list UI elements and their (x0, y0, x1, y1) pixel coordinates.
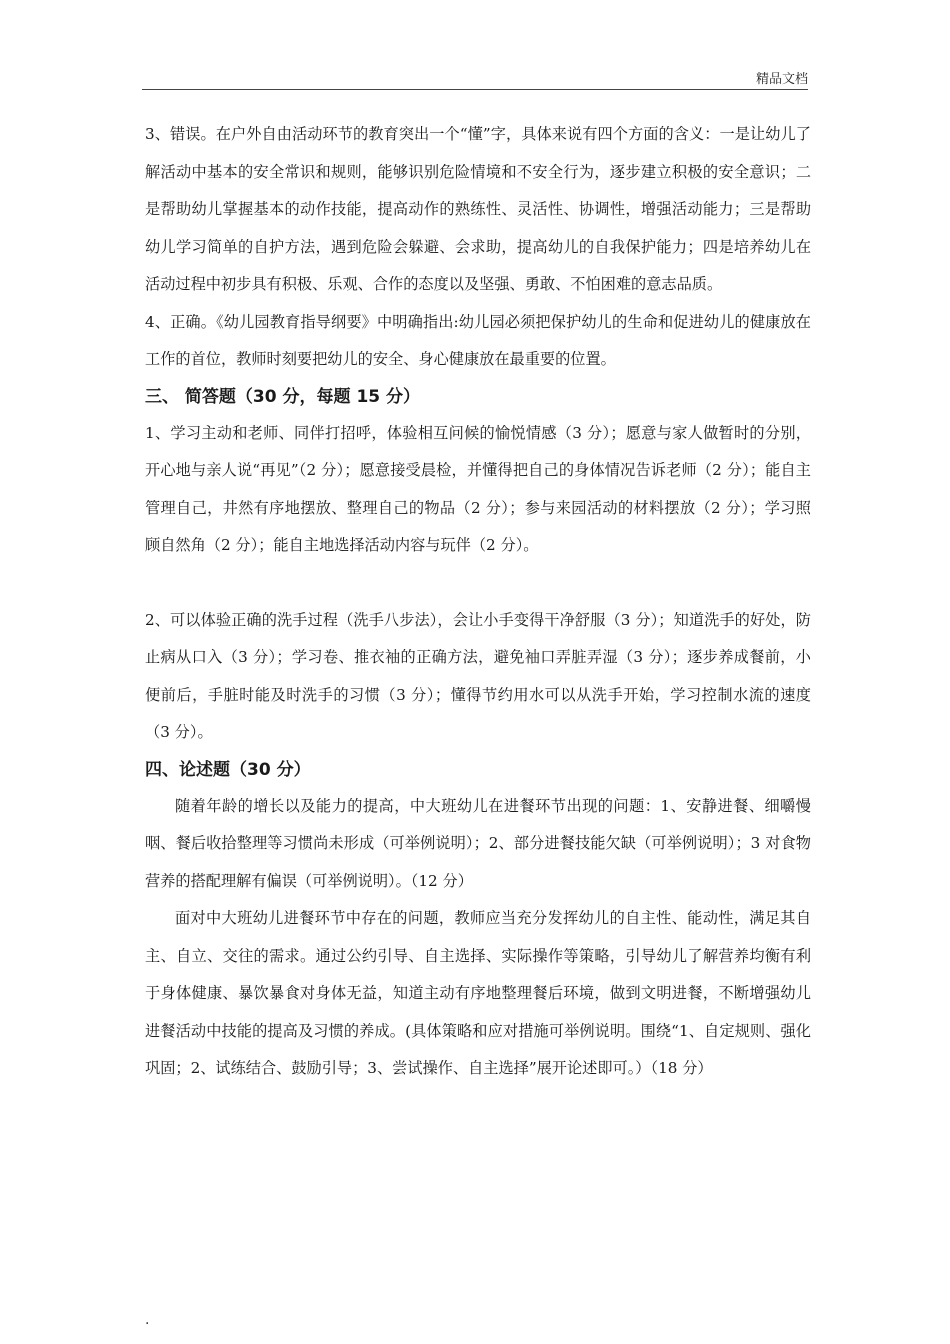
section-4-suffix: 分） (270, 759, 311, 780)
section-3-prefix: 三、 简答题（ (145, 386, 253, 407)
section-heading-essay (145, 752, 811, 788)
section-heading-short-answer (145, 379, 811, 415)
essay-paragraph-1: 随着年龄的增长以及能力的提高，中大班幼儿在进餐环节出现的问题：1、安静进餐、细嚼慢咽、餐后收拾整理等习惯尚未形成（可举例说明）；2、部分进餐技能欠缺（可举例说明）；3 对食物营养的搭配理解有偏误（可举例说明）。（12 分） (145, 796, 811, 890)
paragraph-gap (145, 565, 811, 602)
section-3-suffix: 分） (380, 386, 421, 407)
answer-item-3: 3、错误。在户外自由活动环节的教育突出一个“懂”字，具体来说有四个方面的含义：一是让幼儿了解活动中基本的安全常识和规则，能够识别危险情境和不安全行为，逐步建立积极的安全意识；二是帮助幼儿掌握基本的动作技能，提高动作的熟练性、灵活性、协调性，增强活动能力；三是帮助幼儿学习简单的自护方法，遇到危险会躲避、会求助，提高幼儿的自我保护能力；四是培养幼儿在活动过程中初步具有积极、乐观、合作的态度以及坚强、勇敢、不怕困难的意志品质。 (145, 125, 811, 293)
section-4-points: 30 (247, 759, 271, 780)
header-label: 精品文档 (755, 72, 808, 87)
short-answer-2: 2、可以体验正确的洗手过程（洗手八步法），会让小手变得干净舒服（3 分）；知道洗手的好处，防止病从口入（3 分）；学习卷、推衣袖的正确方法，避免袖口弄脏弄湿（3 分）；逐步养成餐前，小便前后，手脏时能及时洗手的习惯（3 分）；懂得节约用水可以从洗手开始，学习控制水流的速度（3 分）。 (145, 610, 811, 741)
section-3-mid: 分，每题 (276, 386, 357, 407)
answer-item-4: 4、正确。《幼儿园教育指导纲要》中明确指出:幼儿园必须把保护幼儿的生命和促进幼儿的健康放在工作的首位，教师时刻要把幼儿的安全、身心健康放在最重要的位置。 (145, 312, 811, 368)
essay-paragraph-2: 面对中大班幼儿进餐环节中存在的问题，教师应当充分发挥幼儿的自主性、能动性，满足其自主、自立、交往的需求。通过公约引导、自主选择、实际操作等策略，引导幼儿了解营养均衡有利于身体健康、暴饮暴食对身体无益，知道主动有序地整理餐后环境，做到文明进餐，不断增强幼儿进餐活动中技能的提高及习惯的养成。(具体策略和应对措施可举例说明。围绕“1、自定规则、强化巩固；2、试练结合、鼓励引导；3、尝试操作、自主选择”展开论述即可。）（18 分） (145, 909, 811, 1077)
short-answer-1: 1、学习主动和老师、同伴打招呼，体验相互问候的愉悦情感（3 分）；愿意与家人做暂时的分别，开心地与亲人说“再见”（2 分）；愿意接受晨检，并懂得把自己的身体情况告诉老师（2 分）；能自主管理自己，井然有序地摆放、整理自己的物品（2 分）；参与来园活动的材料摆放（2 分）；学习照顾自然角（2 分）；能自主地选择活动内容与玩伴（2 分）。 (145, 423, 811, 554)
header-divider (142, 89, 808, 90)
section-3-points: 30 (252, 386, 277, 407)
page-header (0, 0, 950, 92)
section-4-prefix: 四、论述题（ (145, 759, 247, 780)
footer-mark: . (145, 1312, 150, 1328)
document-body (145, 116, 811, 1088)
section-3-each: 15 (356, 386, 381, 407)
